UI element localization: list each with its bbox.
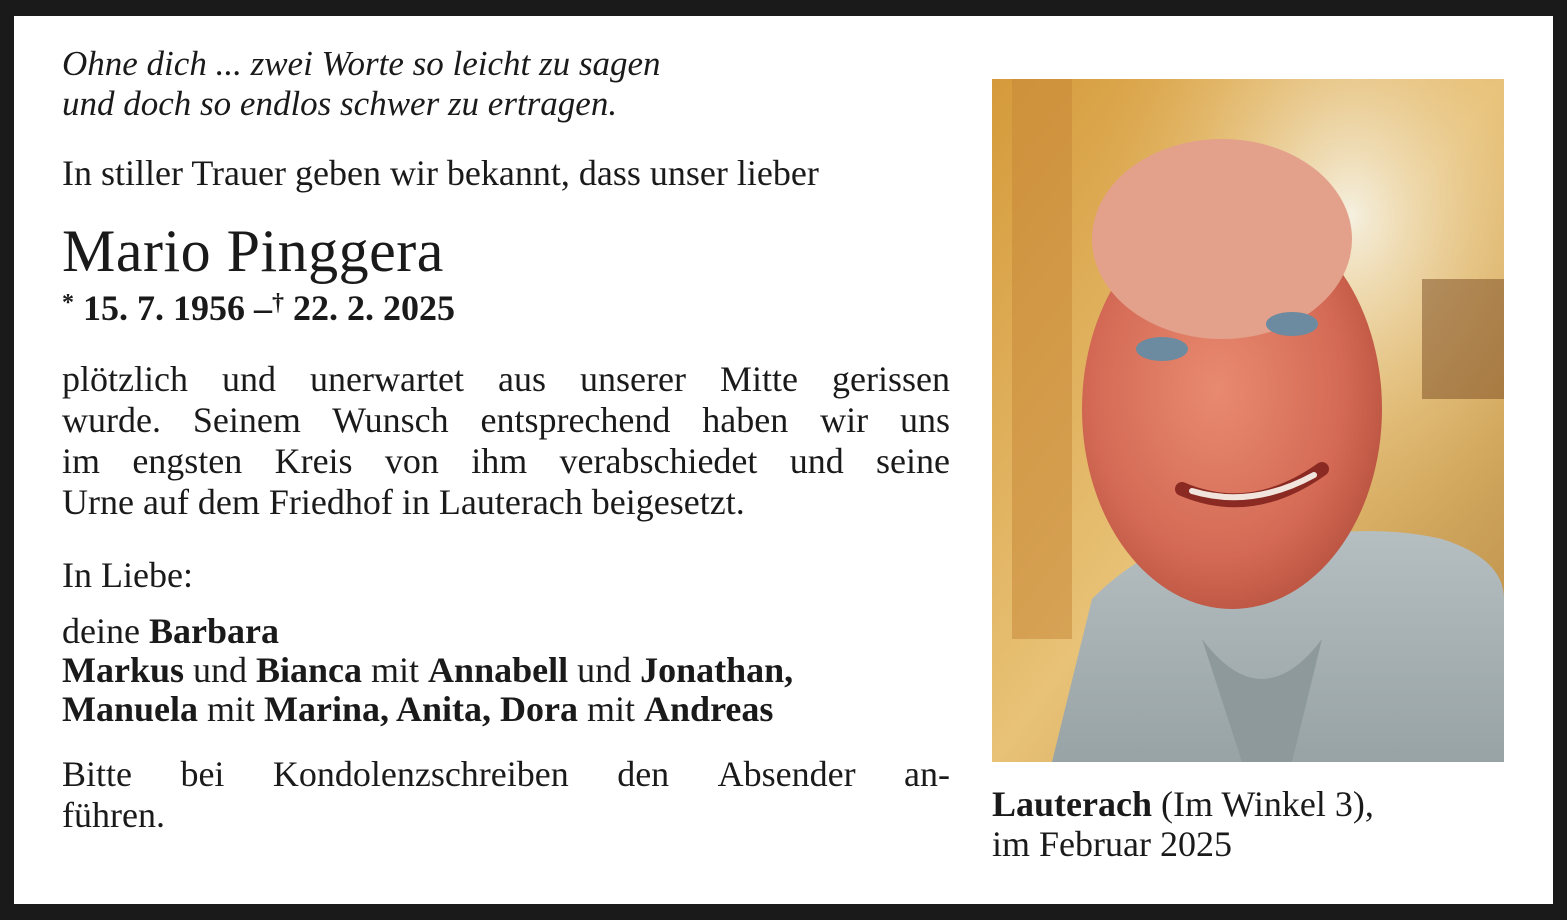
place-date-caption: [992, 784, 1374, 864]
family-line: [62, 651, 952, 690]
in-love-label: In Liebe:: [62, 555, 193, 595]
note-word: Absender: [717, 754, 856, 794]
family-connector: mit: [362, 650, 429, 690]
body-line: im engsten Kreis von ihm verabschiedet und seine: [62, 441, 950, 481]
family-member-name: Annabell: [428, 650, 569, 690]
family-member-name: Andreas: [644, 689, 774, 729]
deceased-name: Mario Pinggera: [62, 218, 444, 284]
portrait-photo-icon: [992, 79, 1504, 762]
portrait-photo: [992, 79, 1504, 762]
caption-place: Lauterach: [992, 784, 1152, 824]
condolence-note: [62, 754, 950, 836]
death-cross-icon: †: [272, 290, 284, 316]
family-line: [62, 690, 952, 729]
family-member-name: Manuela: [62, 689, 199, 729]
note-word: Bitte: [62, 754, 132, 794]
family-member-name: Marina, Anita, Dora: [264, 689, 579, 729]
note-line: führen.: [62, 795, 165, 835]
body-line: Urne auf dem Friedhof in Lauterach beigesetzt.: [62, 482, 745, 522]
intro-text: In stiller Trauer geben wir bekannt, dass unser lieber: [62, 153, 819, 193]
death-date: 22. 2. 2025: [293, 288, 455, 328]
obituary-text-column: [62, 30, 952, 836]
family-connector: mit: [578, 689, 645, 729]
note-word: Kondolenzschreiben: [272, 754, 569, 794]
date-separator: –: [254, 288, 272, 328]
family-member-name: Jonathan,: [640, 650, 794, 690]
note-word: an-: [904, 754, 950, 794]
poem: [62, 44, 952, 124]
note-word: bei: [180, 754, 225, 794]
announcement-body: [62, 359, 950, 523]
note-word: den: [617, 754, 670, 794]
family-line: [62, 612, 952, 651]
family-connector: mit: [198, 689, 265, 729]
family-prefix: deine: [62, 611, 140, 651]
poem-line: Ohne dich ... zwei Worte so leicht zu sagen: [62, 44, 661, 83]
family-name-barbara: Barbara: [148, 611, 279, 651]
family-connector: und: [184, 650, 257, 690]
body-line: wurde. Seinem Wunsch entsprechend haben wir uns: [62, 400, 950, 440]
family-connector: und: [568, 650, 641, 690]
family-list: [62, 612, 952, 729]
life-dates: [62, 283, 952, 328]
birth-date: 15. 7. 1956: [83, 288, 245, 328]
family-member-name: Markus: [62, 650, 185, 690]
birth-symbol-icon: *: [62, 290, 74, 316]
poem-line: und doch so endlos schwer zu ertragen.: [62, 84, 618, 123]
caption-date: im Februar 2025: [992, 824, 1232, 864]
body-line: plötzlich und unerwartet aus unserer Mitte gerissen: [62, 359, 950, 399]
note-line: [62, 754, 950, 795]
family-member-name: Bianca: [256, 650, 363, 690]
caption-address: (Im Winkel 3),: [1151, 784, 1374, 824]
caption-line: [992, 784, 1374, 824]
